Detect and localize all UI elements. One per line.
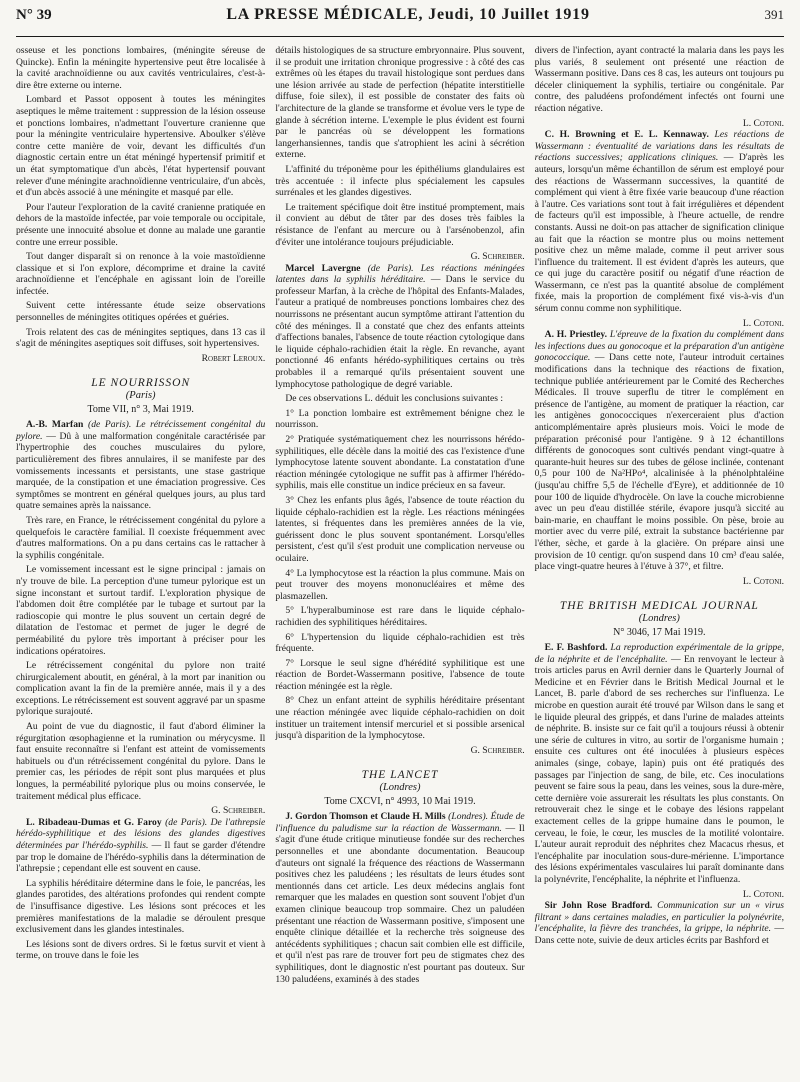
- article-text: — Dans le service du professeur Marfan, à la crèche de l'hôpital des Enfants-Malades, l'auteur a pratiqué de nombreuses ponctions lombaires chez des nourrissons ne présentant aucun symptôme attirant l'attention du côté des méninges. Il a constaté que chez des enfants atteints d'affections banales, l'absence de toute réaction cytologique dans le liquide céphalo-rachidien était la règle. En revanche, ayant ponctionné 46 enfants hérédo-syphilitiques certains ou très probables il a remarqué qu'ils présentaient souvent une lymphocytose pathologique de degré variable.: [275, 274, 525, 390]
- article-abstract: [275, 811, 524, 985]
- signature: L. Cotoni.: [742, 317, 784, 329]
- article-author: L. Ribadeau-Dumas et G. Faroy: [26, 816, 162, 828]
- paragraph: Au point de vue du diagnostic, il faut d'abord éliminer la régurgitation œsophagienne et la rumination ou mérycysme. Il faut ensuite reconnaître si l'enfant est atteint de vomissements habituels ou d'un rétrécissement congénital du pylore. Dans le premier cas, les périodes de répit sont plus marquées et plus longues, la perméabilité pylorique plus ou moins conservée, le traitement médical plus efficace.: [16, 721, 266, 802]
- page-number: 391: [764, 7, 784, 22]
- list-item: 4° La lymphocytose est la réaction la plus commune. Mais on peut trouver des moyens mononucléaires et même des plasmazellen.: [275, 567, 525, 602]
- section-header: [275, 770, 524, 807]
- list-item: 5° L'hyperalbuminose est rare dans le liquide céphalo-rachidien des syphilitiques héréditaires.: [275, 605, 525, 628]
- list-item: 1° La ponction lombaire est extrêmement bénigne chez le nourrisson.: [275, 407, 525, 431]
- paragraph: divers de l'infection, ayant contracté la malaria dans les pays les plus variés, 8 seulement ont présenté une réaction de Wassermann positive. Dans ces 8 cas, les auteurs ont toujours pu déceler cliniquement la syphilis, tertiaire ou congénitale. Par contre, des paludéens profondément infectés ont fourni une réaction négative.: [534, 45, 784, 114]
- paragraph: Très rare, en France, le rétrécissement congénital du pylore a quelquefois le caractère familial. Il coexiste fréquemment avec d'autres malformations. On a pu dans certains cas le rattacher à la syphilis congénitale.: [16, 514, 266, 561]
- article-title: L'épreuve de la fixation du complément dans les infections dues au gonocoque et la préparation d'un antigène gonococcique.: [534, 329, 784, 364]
- list-item: 8° Chez un enfant atteint de syphilis héréditaire présentant une réaction méningée avec liquide céphalo-rachidien on doit instituer un traitement intensif mercuriel et si possible arsenical jusqu'à disparition de la lymphocytose.: [275, 695, 525, 742]
- article-author: C. H. Browning et E. L. Kennaway.: [544, 129, 709, 141]
- column-1: [16, 45, 265, 988]
- list-item: 6° L'hypertension du liquide céphalo-rachidien est très fréquente.: [275, 631, 525, 655]
- section-title: THE BRITISH MEDICAL JOURNAL: [559, 600, 759, 613]
- article-abstract: [16, 419, 265, 512]
- article-title: (de Paris). Le rétrécissement congénital du pylore.: [16, 419, 266, 442]
- article-title: (de Paris). De l'athrepsie hérédo-syphilitique et des lésions des glandes digestives déterminées par l'hérédo-syphilis.: [16, 816, 266, 851]
- article-text: — En renvoyant le lecteur à trois articles parus en Avril dernier dans le Quarterly Journal of Medicine et en Février dans le British Medical Journal et le Lancet, B. parle d'abord de ses recherches sur l'influenza. Le microbe en question aurait été trouvé par Wilson dans le sang et le liquide pleural des grippés, et dans l'urine de malades atteints de néphrite. B. insiste sur ce fait qu'il a toujours réussi à obtenir une série de cultures in vitro, au sortir de l'organisme humain ; ensuite ces cultures ont été inoculées à plusieurs espèces animales (singe, cobaye, lapin) puis ont été pratiqués des passages par l'injection de sang, de bile, etc. Ces inoculations peuvent se faire sous la peau, dans les veines, sous la dure-mère, cette dernière voie assurerait les résultats les plus constants. On retrouverait chez le singe et le cobaye des lésions rappelant exactement celles de la grippe humaine dans le poumon, le cerveau, le foie, le cœur, les muscles de la motilité volontaire. L'auteur aurait reproduit des néphrites chez Macacus rhesus, et l'encéphalite par inoculation sous-dure-mérienne. L'importance des lésions expérimentales vasculaires lui paraît dominante dans la polynévrite, l'encéphalite, la néphrite et l'influenza.: [534, 653, 784, 885]
- paragraph: Le traitement spécifique doit être institué promptement, mais il convient au début de tâter par des doses très faibles la résistance de l'enfant au mercure ou à l'arsénobenzol, afin d'éviter une intolérance toujours préjudiciable.: [275, 201, 525, 248]
- article-title: Communication sur un « virus filtrant » dans certaines maladies, en particulier la polynévrite, l'encéphalite, la fièvre des tranchées, la grippe, la néphrite.: [534, 900, 784, 935]
- article-title: (de Paris). Les réactions méningées latentes dans la syphilis héréditaire.: [275, 262, 525, 286]
- paragraph: Lombard et Passot opposent à toutes les méningites aseptiques le même traitement : suppression de la lésion osseuse et ponctions lombaires, n'admettant l'ouverture cranienne que pour la méningite ventriculaire hypertensive. Aboulker s'élève contre cette manière de voir, devant les difficultés d'un diagnostic certain entre un état méningé hypertensif primitif et un état symptomatique d'un abcès, l'état hypertensif pouvant relever d'une méningite arachnoïdienne ventriculaire, d'un abcès, et d'un abcès associé à une méningite et masqué par elle.: [16, 94, 266, 199]
- section-title: LE NOURRISSON: [91, 377, 191, 390]
- masthead: LA PRESSE MÉDICALE, Jeudi, 10 Juillet 1919: [226, 6, 590, 23]
- paragraph: La syphilis héréditaire détermine dans le foie, le pancréas, les glandes parotides, des altérations profondes qui rendent compte de l'insuffisance digestive. Les lésions sont précoces et les premières manifestations de la maladie se déroulent presque exclusivement dans les glandes intestinales.: [16, 877, 266, 936]
- paragraph: Pour l'auteur l'exploration de la cavité cranienne pratiquée en dehors de la mastoïde infectée, par voie temporale ou occipitale, présente une innocuité absolue et donne au malade une garantie contre une erreur possible.: [16, 201, 266, 248]
- article-author: Sir John Rose Bradford.: [544, 900, 653, 912]
- article-text: — Dû à une malformation congénitale caractérisée par l'hypertrophie des couches musculaires du pylore, particulièrement des fibres annulaires, il se manifeste par des vomissements incessants et persistants, une stase gastrique marquée, de la constipation et une émaciation progressive. Ces symptômes se montrent en général quelques jours, au plus tard quatre semaines après la naissance.: [16, 430, 266, 512]
- paragraph: L'affinité du tréponème pour les épithéliums glandulaires est très accentuée : il infecte plus spécialement les capsules surrénales et les glandes digestives.: [275, 163, 525, 199]
- signature: Robert Leroux.: [201, 352, 266, 364]
- paragraph: Trois relatent des cas de méningites septiques, dans 13 cas il s'agit de méningites aseptiques soit diffuses, soit hypertensives.: [16, 326, 266, 350]
- section-meta: N° 3046, 17 Mai 1919.: [613, 626, 706, 638]
- section-header: [535, 601, 784, 638]
- list-item: 3° Chez les enfants plus âgés, l'absence de toute réaction du liquide céphalo-rachidien est la règle. Les réactions méningées latentes, si fréquentes dans les premières années de la vie, guérissent donc le plus souvent spontanément. Lorsqu'elles persistent, c'est qu'il s'est produit une complication nerveuse ou oculaire.: [275, 494, 525, 564]
- article-text: — Dans cette note, l'auteur introduit certaines modifications dans la technique des réactions de fixation, technique publiée antérieurement par le Comité des Recherches Médicales. Il trouve superflu de titrer le complément en présence de l'antigène, au moment de pratiquer la réaction, car les antigènes gonococciques n'exerceraient plus d'action anticomplémentaire après plusieurs mois. Voici le mode de préparation préconisé pour l'antigène. 9 à 12 échantillons différents de gonocoques sont cultivés pendant vingt-quatre à quarante-huit heures sur des tubes de gélose inclinée, contenant 0,5 pour 100 de Na²HPo⁴, alcalinisée à la phénolphtaléine (jusqu'au chiffre 5,5 de l'échelle d'Eyre), et additionnée de 10 pour 100 de liquide d'hydrocèle. On lave la couche microbienne avec un peu d'eau distillée stérile, évapore jusqu'à siccité au bain-marie, en chauffant le moins possible. On pèse, broie au mortier avec du verre pilé, extrait la substance bactérienne par l'éther, sèche, et garde à la glacière. On prépare ainsi une provision de 10 centigr. qu'on suspend dans 10 cm³ d'eau salée, place vingt-quatre heures à l'étuve à 37°, et filtre.: [534, 352, 784, 573]
- section-meta: Tome VII, n° 3, Mai 1919.: [87, 403, 194, 415]
- article-abstract: [275, 263, 524, 391]
- section-city: (Londres): [638, 612, 680, 624]
- article-abstract: [535, 129, 784, 315]
- article-title: Les réactions de Wassermann : éventualité de variations dans les résultats de réactions successives; applications cliniques.: [534, 129, 784, 164]
- article-text: — Dans cette note, suivie de deux articles écrits par Bashford et: [534, 923, 784, 946]
- signature: L. Cotoni.: [742, 117, 784, 129]
- article-text: — D'après les auteurs, lorsqu'un même échantillon de sérum est employé pour des réactions de Wassermann successives, la quantité de complément qui vient à être fixée varie beaucoup d'une réaction à l'autre. Ces variations sont tout à fait irrégulières et dépendent de facteurs qu'il est impossible, à l'heure actuelle, de rendre constants. Aussi ne doit-on pas attacher de signification clinique au fait que la réaction se montre plus ou moins nettement positive chez un même malade, comme il peut arriver sous l'influence du traitement. Il est évident d'après les auteurs, que ce qui juge du caractère positif ou négatif d'une réaction de Wassermann, ce n'est pas la quantité absolue de complément fixée, mais la proportion de complément fixé vis-à-vis d'un sérum connu comme non syphilitique.: [534, 152, 784, 315]
- article-abstract: [535, 642, 784, 885]
- issue-number: N° 39: [16, 7, 52, 23]
- paragraph: Suivent cette intéressante étude seize observations personnelles de méningites otitiques opérées et guéries.: [16, 300, 266, 324]
- list-item: 7° Lorsque le seul signe d'hérédité syphilitique est une réaction de Bordet-Wassermann positive, l'absence de toute réaction méningée est la règle.: [275, 657, 525, 692]
- paragraph: Le vomissement incessant est le signe principal : jamais on n'y trouve de bile. La perception d'une tumeur pylorique est un signe inconstant et surtout tardif. L'exploration physique de l'abdomen doit être complétée par le tubage et surtout par la radioscopie qui montre le plus souvent un certain degré de dilatation de l'estomac et permet de juger le degré de perméabilité du pylore très important à préciser pour les indications opératoires.: [16, 564, 266, 657]
- paragraph: Le rétrécissement congénital du pylore non traité chirurgicalement aboutit, en général, à la mort par inanition ou complication avant la fin de la première année, mais il y a des exceptions. Le rétrécissement est souvent aggravé par un spasme pylorique surajouté.: [16, 660, 266, 718]
- signature: G. Schreiber.: [470, 744, 525, 756]
- paragraph: détails histologiques de sa structure embryonnaire. Plus souvent, il se produit une irritation chronique progressive : à côté des cas extrêmes où les étapes du travail histologique sont perdues dans une lésion arrivée au stade de perfection (hépatite interstitielle diffuse, foie silex), il est possible de constater des faits où l'architecture de la glande se transforme et évolue vers le type de glande à sécrétion interne. L'exemple le plus évident est fourni par le pancréas où se développent les formations langerhansiennes, tandis que s'atrophient les acini à sécrétion externe.: [275, 45, 525, 161]
- article-abstract: [16, 817, 265, 875]
- column-3: [535, 45, 784, 988]
- page-header: [16, 6, 784, 37]
- article-author: E. F. Bashford.: [544, 642, 608, 654]
- article-author: Marcel Lavergne: [285, 262, 361, 274]
- article-author: J. Gordon Thomson et Claude H. Mills: [285, 811, 446, 823]
- article-author: A.-B. Marfan: [26, 419, 84, 431]
- section-city: (Paris): [125, 390, 156, 402]
- signature: G. Schreiber.: [211, 805, 266, 817]
- signature: G. Schreiber.: [470, 251, 525, 263]
- article-text: — Il faut se garder d'étendre par trop le domaine de l'hérédo-syphilis dans la détermination de l'athrepsie ; cependant elle est souvent en cause.: [16, 840, 266, 875]
- section-header: [16, 378, 265, 415]
- section-meta: Tome CXCVI, n° 4993, 10 Mai 1919.: [324, 795, 476, 807]
- article-title: La reproduction expérimentale de la grippe, de la néphrite et de l'encéphalite.: [534, 642, 784, 665]
- article-author: A. H. Priestley.: [544, 329, 608, 341]
- section-city: (Londres): [379, 782, 421, 794]
- column-2: [275, 45, 524, 988]
- article-abstract: [535, 329, 784, 572]
- signature: L. Cotoni.: [742, 575, 784, 587]
- paragraph: Tout danger disparaît si on renonce à la voie mastoïdienne classique et si l'on explore, décomprime et draine la cavité arachnoïdienne et l'encéphale en agissant loin de l'oreille infectée.: [16, 251, 266, 297]
- article-columns: [16, 45, 784, 988]
- paragraph: osseuse et les ponctions lombaires, (méningite séreuse de Quincke). Enfin la méningite hypertensive peut être localisée à la cavité arachnoïdienne ou aux cavités ventriculaires, c'est-à-dire être externe ou interne.: [16, 45, 266, 91]
- article-abstract: [535, 900, 784, 946]
- paragraph: De ces observations L. déduit les conclusions suivantes :: [285, 393, 504, 405]
- list-item: 2° Pratiquée systématiquement chez les nourrissons hérédo-syphilitiques, elle décèle dans la moitié des cas l'existence d'une lymphocytose latente souvent abondante. La constatation d'une réaction méningée cytologique ne suffit pas à affirmer l'hérédo-syphilis, mais elle constitue un indice précieux en sa faveur.: [275, 434, 525, 492]
- article-title: (Londres). Étude de l'influence du paludisme sur la réaction de Wassermann.: [275, 811, 525, 834]
- section-title: THE LANCET: [361, 769, 439, 782]
- paragraph: Les lésions sont de divers ordres. Si le fœtus survit et vient à terme, on trouve dans le foie les: [16, 938, 266, 962]
- signature: L. Cotoni.: [742, 888, 784, 900]
- article-text: — Il s'agit d'une étude critique minutieuse fondée sur des recherches personnelles et une abondante documentation. Beaucoup d'auteurs ont signalé la fréquence des réactions de Wassermann positives chez les paludéens ; les résultats de leurs études sont mentionnés dans cet article. Les deux médecins anglais font remarquer que les malades en question sont souvent l'objet d'un examen clinique beaucoup trop sommaire. Chez un paludéen présentant une réaction de Wassermann positive, s'imposent une enquête clinique détaillée et la recherche très soigneuse des antécédents syphilitiques ; chacun sait combien elle est difficile, et qu'il n'est pas rare de trouver fort peu de stigmates chez des syphilitiques, dont le diagnostic n'est pourtant pas douteux. Sur 130 paludéens, examinés à des stades: [275, 822, 525, 985]
